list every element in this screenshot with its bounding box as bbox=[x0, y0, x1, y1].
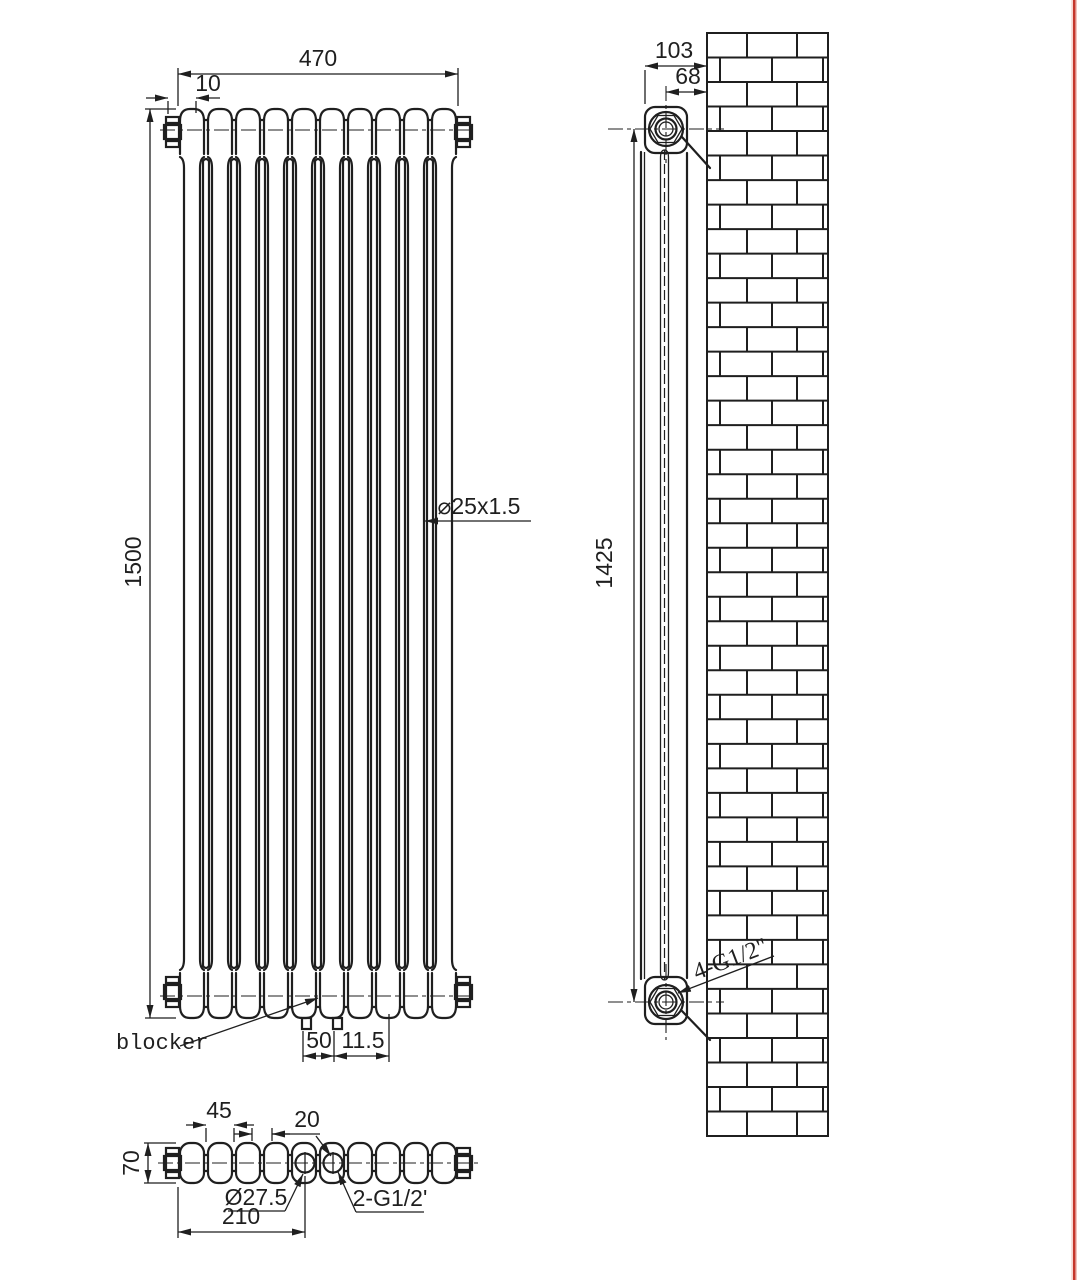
dim-front-tab-offset: 11.5 bbox=[341, 1027, 385, 1053]
dim-front-pitch: 10 bbox=[195, 70, 221, 96]
dim-side-wall-offset: 68 bbox=[675, 63, 701, 89]
dim-bottom-210: 210 bbox=[221, 1203, 261, 1229]
red-edge-stripe bbox=[1072, 0, 1078, 1280]
label-side-connections: 4-G1/2" bbox=[689, 933, 772, 986]
dim-front-width: 470 bbox=[298, 45, 338, 71]
label-blocker: blocker bbox=[116, 1031, 209, 1056]
dim-front-tab-spacing: 50 bbox=[306, 1027, 332, 1053]
dim-bottom-depth: 70 bbox=[118, 1150, 144, 1176]
dim-side-depth: 103 bbox=[654, 37, 694, 63]
label-bottom-diameter: Ø27.5 bbox=[224, 1184, 288, 1210]
dim-bottom-pitch: 45 bbox=[206, 1097, 232, 1123]
label-bottom-connections: 2-G1/2' bbox=[352, 1185, 428, 1211]
dim-side-centers: 1425 bbox=[591, 537, 617, 589]
dim-bottom-20: 20 bbox=[294, 1106, 320, 1132]
label-front-tube-spec: ⌀25x1.5 bbox=[437, 493, 521, 519]
dim-front-height: 1500 bbox=[120, 536, 146, 588]
